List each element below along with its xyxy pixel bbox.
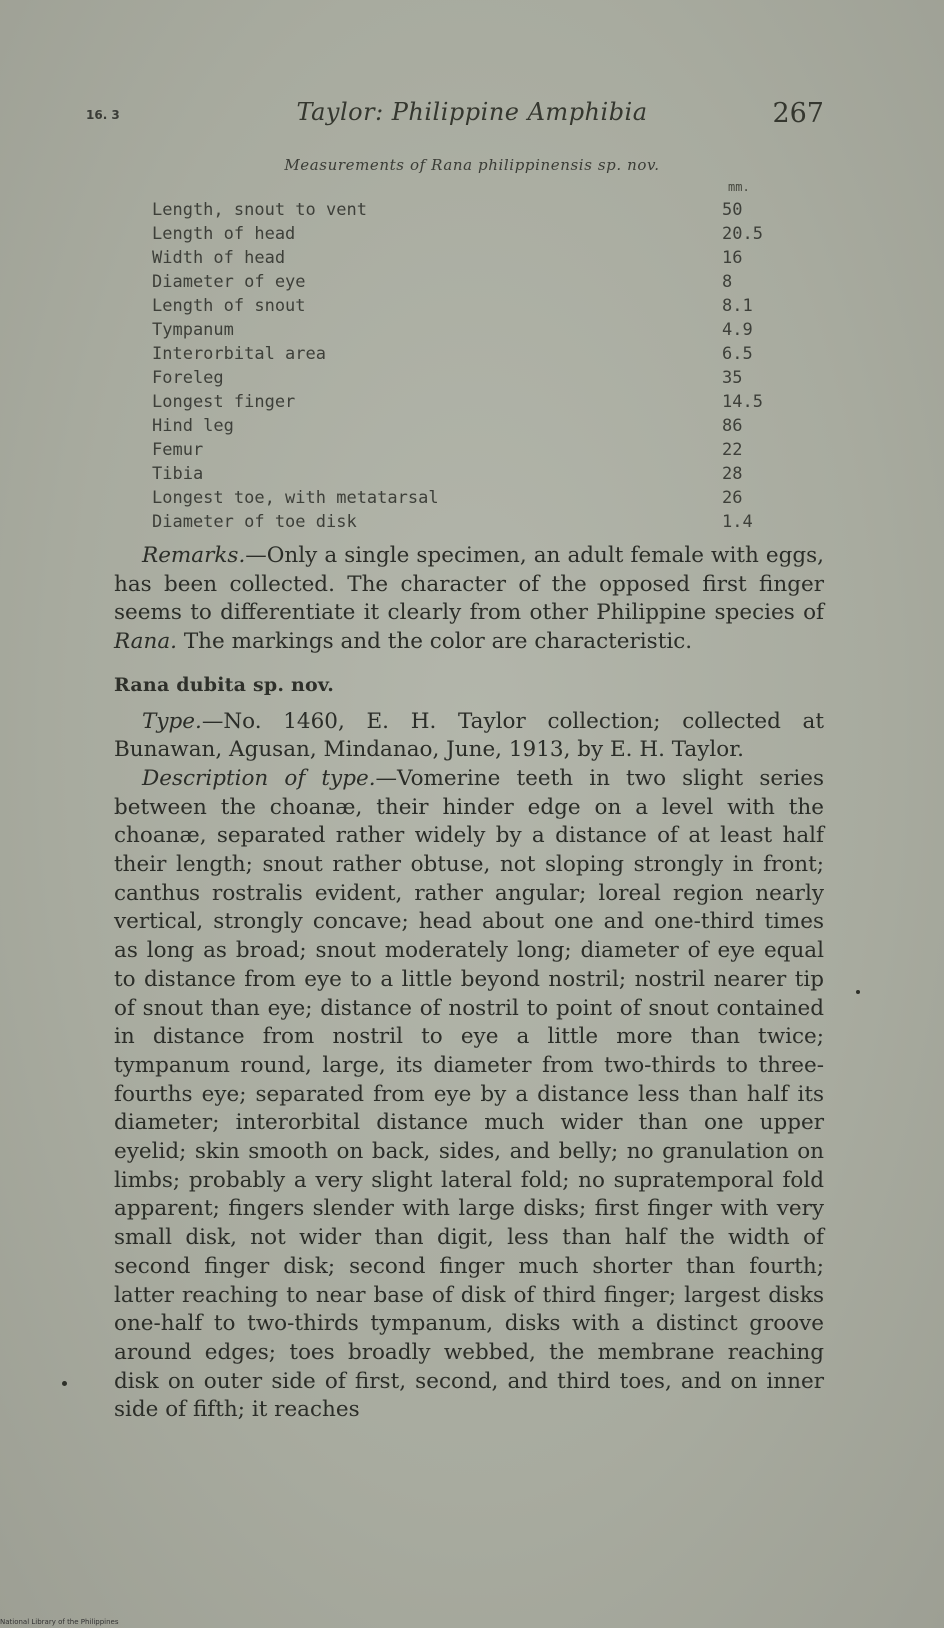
measurement-value: 8.1: [722, 296, 753, 316]
page-number: 267: [772, 98, 824, 129]
remarks-text-end: The markings and the color are characteristic.: [177, 629, 693, 655]
measurement-row: [152, 390, 792, 414]
measurement-label: Foreleg: [152, 368, 224, 388]
measurement-value: 6.5: [722, 344, 753, 364]
measurement-value: 28: [722, 464, 743, 484]
description-text: —Vomerine teeth in two slight series between the choanæ, their hinder edge on a level with the choanæ, separated rather widely by a distance of at least half their length; snout rather obtuse, not sloping strongly in front; canthus rostralis evident, rather angular; loreal region nearly vertical, strongly concave; head about one and one-third times as long as broad; snout moderately long; diameter of eye equal to distance from eye to a little beyond nostril; nostril nearer tip of snout than eye; distance of nostril to point of snout contained in distance from nostril to eye a little more than twice; tympanum round, large, its diameter from two-thirds to three-fourths eye; separated from eye by a distance less than half its diameter; interorbital distance much wider than one upper eyelid; skin smooth on back, sides, and belly; no granulation on limbs; probably a very slight lateral fold; no supratemporal fold apparent; fingers slender with large disks; first finger with very small disk, not wider than digit, less than half the width of second finger disk; second finger much shorter than fourth; latter reaching to near base of disk of third finger; largest disks one-half to two-thirds tympanum, disks with a distinct groove around edges; toes broadly webbed, the membrane reaching disk on outer side of first, second, and third toes, and on inner side of fifth; it reaches: [114, 765, 824, 1423]
description-label: Description of type.: [142, 765, 376, 791]
species-heading: Rana dubita sp. nov.: [114, 673, 335, 696]
measurement-row: [152, 318, 792, 342]
measurement-value: 4.9: [722, 320, 753, 340]
measurement-label: Interorbital area: [152, 344, 326, 364]
measurement-label: Width of head: [152, 248, 286, 268]
measurement-label: Femur: [152, 440, 204, 460]
type-text: —No. 1460, E. H. Taylor collection; collected at Bunawan, Agusan, Mindanao, June, 1913, by E. H. Taylor.: [114, 708, 824, 763]
running-header: [0, 98, 944, 138]
measurement-row: [152, 294, 792, 318]
running-title: Taylor: Philippine Amphibia: [296, 98, 648, 126]
measurement-row: [152, 222, 792, 246]
measurement-value: 16: [722, 248, 743, 268]
measurement-value: 14.5: [722, 392, 763, 412]
measurement-value: 20.5: [722, 224, 763, 244]
measurement-label: Length of head: [152, 224, 296, 244]
measurement-row: [152, 342, 792, 366]
measurement-label: Tibia: [152, 464, 204, 484]
measurement-label: Diameter of toe disk: [152, 512, 357, 532]
measurement-label: Longest toe, with metatarsal: [152, 488, 439, 508]
measurement-row: [152, 246, 792, 270]
scan-speck: [856, 990, 860, 994]
remarks-text: —Only a single specimen, an adult female with eggs, has been collected. The character of the opposed first finger seems to differentiate it clearly from other Philippine species of: [114, 543, 824, 626]
measurement-label: Length, snout to vent: [152, 200, 367, 220]
body-text: [114, 542, 824, 1425]
volume-number: 16. 3: [86, 108, 120, 122]
measurement-label: Diameter of eye: [152, 272, 306, 292]
type-paragraph: [114, 708, 824, 765]
measurement-label: Hind leg: [152, 416, 234, 436]
measurement-label: Longest finger: [152, 392, 296, 412]
type-label: Type.: [142, 708, 202, 734]
measurement-row: [152, 198, 792, 222]
measurement-value: 1.4: [722, 512, 753, 532]
measurement-value: 8: [722, 272, 733, 292]
measurement-row: [152, 486, 792, 510]
measurement-row: [152, 414, 792, 438]
measurement-label: Tympanum: [152, 320, 234, 340]
unit-label: mm.: [728, 180, 750, 194]
measurement-value: 86: [722, 416, 743, 436]
measurement-value: 22: [722, 440, 743, 460]
remarks-label: Remarks.: [142, 543, 246, 568]
scan-speck: [62, 1381, 67, 1386]
measurement-row: [152, 438, 792, 462]
remarks-genus: Rana.: [114, 629, 177, 655]
measurement-value: 26: [722, 488, 743, 508]
measurement-row: [152, 462, 792, 486]
description-paragraph: [114, 765, 824, 1425]
measurement-row: [152, 366, 792, 390]
measurement-value: 35: [722, 368, 743, 388]
table-caption: Measurements of Rana philippinensis sp. nov.: [284, 156, 660, 174]
measurement-value: 50: [722, 200, 743, 220]
measurement-label: Length of snout: [152, 296, 306, 316]
scan-credit: National Library of the Philippines: [0, 1618, 119, 1626]
measurement-row: [152, 270, 792, 294]
measurements-table: [152, 198, 792, 534]
measurement-row: [152, 510, 792, 534]
remarks-paragraph: [114, 542, 824, 657]
